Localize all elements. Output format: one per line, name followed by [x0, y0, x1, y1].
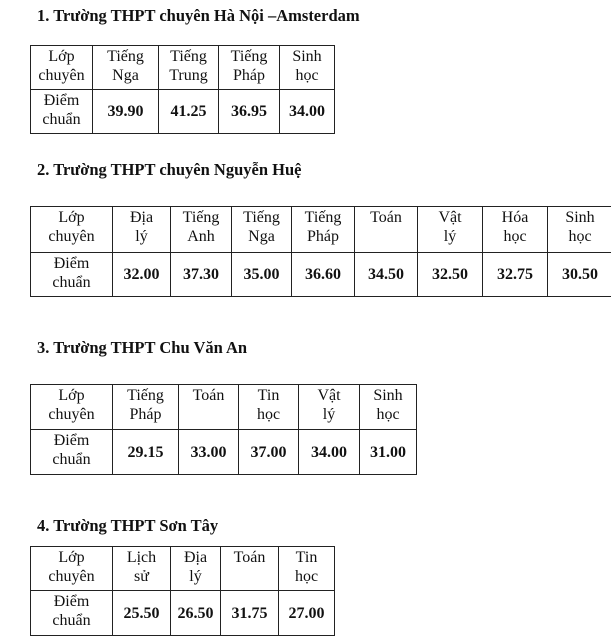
score-cell: 27.00 [279, 591, 335, 636]
subject-header: Địa lý [171, 547, 221, 591]
subject-header: Tiếng Pháp [113, 385, 179, 430]
subject-header: Sinh học [360, 385, 417, 430]
row-header-score: Điểm chuẩn [31, 591, 113, 636]
score-cell: 30.50 [548, 253, 611, 297]
subject-header: Hóa học [483, 207, 548, 253]
section-1-table [30, 45, 335, 134]
score-cell: 32.50 [418, 253, 483, 297]
subject-header: Toán [355, 207, 418, 253]
section-4-title: 4. Trường THPT Sơn Tây [37, 516, 219, 535]
score-cell: 41.25 [159, 90, 219, 134]
subject-header: Tiếng Pháp [292, 207, 355, 253]
score-row [31, 253, 611, 297]
subject-header: Tiếng Nga [232, 207, 292, 253]
score-cell: 34.00 [280, 90, 335, 134]
score-cell: 25.50 [113, 591, 171, 636]
score-cell: 34.50 [355, 253, 418, 297]
row-header-score: Điểm chuẩn [31, 253, 113, 297]
subject-header: Tiếng Anh [171, 207, 232, 253]
header-row [31, 46, 335, 90]
subject-header: Sinh học [280, 46, 335, 90]
score-cell: 35.00 [232, 253, 292, 297]
score-cell: 31.00 [360, 430, 417, 475]
score-cell: 36.95 [219, 90, 280, 134]
score-cell: 26.50 [171, 591, 221, 636]
subject-header: Vật lý [418, 207, 483, 253]
subject-header: Tin học [279, 547, 335, 591]
subject-header: Địa lý [113, 207, 171, 253]
row-header-score: Điểm chuẩn [31, 430, 113, 475]
score-cell: 37.00 [239, 430, 299, 475]
score-cell: 32.00 [113, 253, 171, 297]
subject-header: Toán [221, 547, 279, 591]
score-row [31, 90, 335, 134]
score-cell: 37.30 [171, 253, 232, 297]
header-row [31, 547, 335, 591]
row-header-class: Lớp chuyên [31, 207, 113, 253]
section-1-title: 1. Trường THPT chuyên Hà Nội –Amsterdam [37, 6, 360, 25]
section-2-table [30, 206, 611, 297]
section-3-title: 3. Trường THPT Chu Văn An [37, 338, 248, 357]
score-cell: 34.00 [299, 430, 360, 475]
row-header-class: Lớp chuyên [31, 547, 113, 591]
score-cell: 29.15 [113, 430, 179, 475]
score-cell: 33.00 [179, 430, 239, 475]
row-header-class: Lớp chuyên [31, 46, 93, 90]
score-cell: 31.75 [221, 591, 279, 636]
section-2-title: 2. Trường THPT chuyên Nguyễn Huệ [37, 160, 302, 179]
subject-header: Toán [179, 385, 239, 430]
subject-header: Tiếng Nga [93, 46, 159, 90]
score-cell: 39.90 [93, 90, 159, 134]
score-cell: 36.60 [292, 253, 355, 297]
row-header-class: Lớp chuyên [31, 385, 113, 430]
section-3-table [30, 384, 417, 475]
subject-header: Vật lý [299, 385, 360, 430]
subject-header: Tin học [239, 385, 299, 430]
subject-header: Tiếng Trung [159, 46, 219, 90]
subject-header: Sinh học [548, 207, 611, 253]
score-row [31, 430, 417, 475]
subject-header: Lịch sử [113, 547, 171, 591]
header-row [31, 385, 417, 430]
header-row [31, 207, 611, 253]
subject-header: Tiếng Pháp [219, 46, 280, 90]
section-4-table [30, 546, 335, 636]
score-cell: 32.75 [483, 253, 548, 297]
score-row [31, 591, 335, 636]
row-header-score: Điểm chuẩn [31, 90, 93, 134]
